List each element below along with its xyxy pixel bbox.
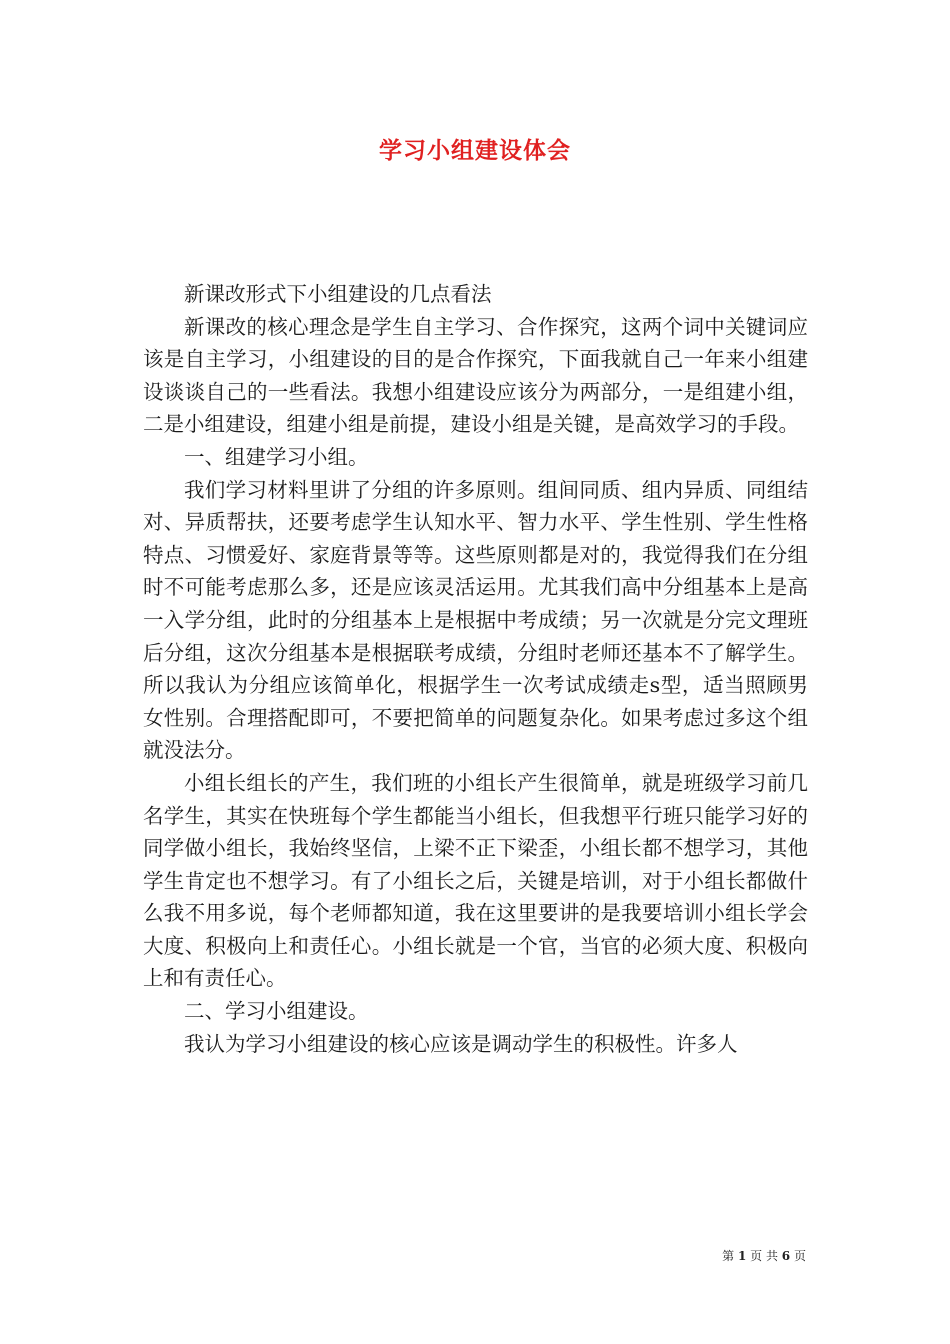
paragraph: 我认为学习小组建设的核心应该是调动学生的积极性。许多人	[184, 1031, 738, 1056]
footer-middle: 页 共	[750, 1249, 778, 1263]
paragraph-subtitle: 新课改形式下小组建设的几点看法	[184, 282, 492, 306]
footer-prefix: 第	[722, 1249, 735, 1263]
section-heading: 一、组建学习小组。	[184, 444, 369, 469]
page-number-footer	[722, 1247, 806, 1264]
section-heading: 二、学习小组建设。	[184, 999, 369, 1024]
document-title: 学习小组建设体会	[379, 137, 571, 164]
paragraph: 小组长组长的产生，我们班的小组长产生很简单，就是班级学习前几名学生，其实在快班每个学生都能当小组长，但我想平行班只能学习好的同学做小组长，我始终坚信，上梁不正下梁歪，小组长都不想学习，其他学生肯定也不想学习。有了小组长之后，关键是培训，对于小组长都做什么我不用多说，每个老师都知道，我在这里要讲的是我要培训小组长学会大度、积极向上和责任心。小组长就是一个官，当官的必须大度、积极向上和有责任心。	[143, 770, 808, 991]
document-body	[143, 278, 808, 1060]
footer-current-page: 1	[737, 1249, 747, 1263]
footer-total-pages: 6	[781, 1249, 791, 1263]
paragraph: 我们学习材料里讲了分组的许多原则。组间同质、组内异质、同组结对、异质帮扶，还要考虑学生认知水平、智力水平、学生性别、学生性格特点、习惯爱好、家庭背景等等。这些原则都是对的，我觉得我们在分组时不可能考虑那么多，还是应该灵活运用。尤其我们高中分组基本上是高一入学分组，此时的分组基本上是根据中考成绩；另一次就是分完文理班后分组，这次分组基本是根据联考成绩，分组时老师还基本不了解学生。所以我认为分组应该简单化，根据学生一次考试成绩走s型，适当照顾男女性别。合理搭配即可，不要把简单的问题复杂化。如果考虑过多这个组就没法分。	[143, 477, 808, 763]
footer-suffix: 页	[793, 1249, 806, 1263]
paragraph: 新课改的核心理念是学生自主学习、合作探究，这两个词中关键词应该是自主学习，小组建设的目的是合作探究，下面我就自己一年来小组建设谈谈自己的一些看法。我想小组建设应该分为两部分，一是组建小组，二是小组建设，组建小组是前提，建设小组是关键，是高效学习的手段。	[143, 314, 808, 437]
